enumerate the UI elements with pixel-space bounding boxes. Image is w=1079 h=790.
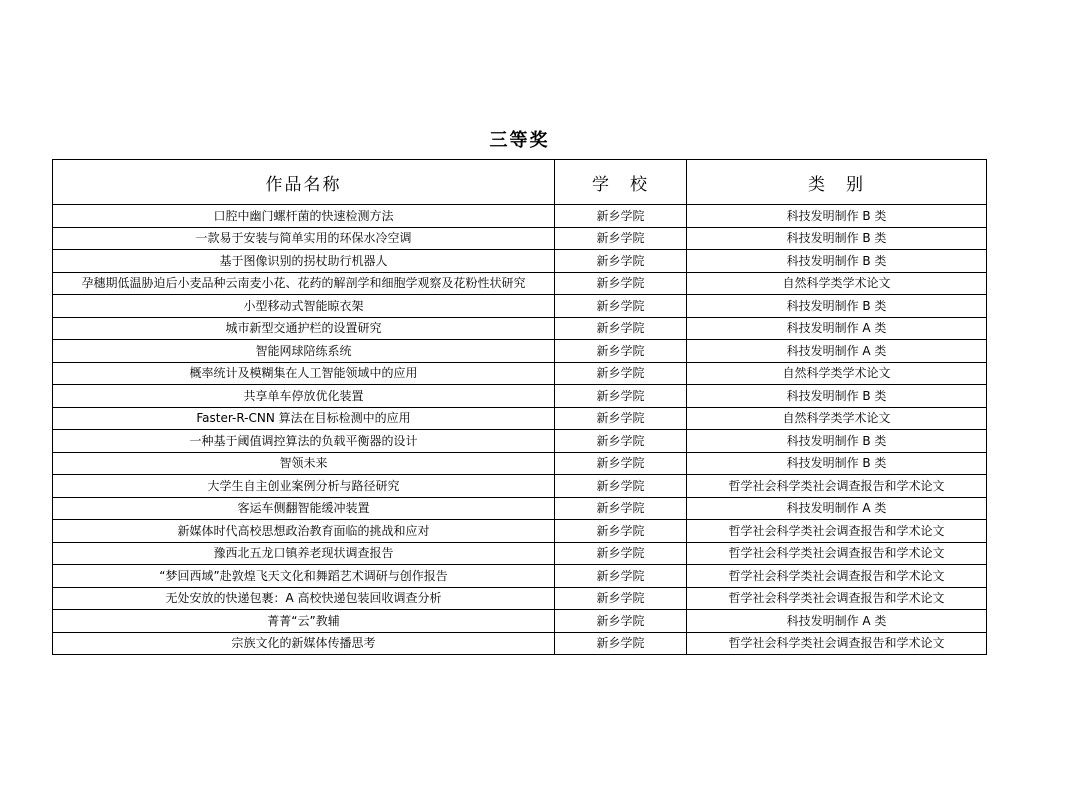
school-cell: 新乡学院 (555, 452, 687, 475)
table-row (53, 610, 987, 633)
school-cell: 新乡学院 (555, 272, 687, 295)
school-cell: 新乡学院 (555, 407, 687, 430)
work-name-cell: 智能网球陪练系统 (53, 340, 555, 363)
work-name-cell: 口腔中幽门螺杆菌的快速检测方法 (53, 205, 555, 228)
header-category: 类 别 (687, 160, 987, 205)
work-name-cell: 大学生自主创业案例分析与路径研究 (53, 475, 555, 498)
table-row (53, 272, 987, 295)
category-cell: 科技发明制作 B 类 (687, 295, 987, 318)
category-cell: 科技发明制作 B 类 (687, 205, 987, 228)
school-cell: 新乡学院 (555, 430, 687, 453)
work-name-cell: 一款易于安装与简单实用的环保水冷空调 (53, 227, 555, 250)
school-cell: 新乡学院 (555, 340, 687, 363)
work-name-cell: 豫西北五龙口镇养老现状调查报告 (53, 542, 555, 565)
table-row (53, 205, 987, 228)
category-cell: 哲学社会科学类社会调查报告和学术论文 (687, 565, 987, 588)
category-cell: 哲学社会科学类社会调查报告和学术论文 (687, 587, 987, 610)
category-cell: 科技发明制作 A 类 (687, 317, 987, 340)
work-name-cell: 智领未来 (53, 452, 555, 475)
school-cell: 新乡学院 (555, 565, 687, 588)
category-cell: 哲学社会科学类社会调查报告和学术论文 (687, 475, 987, 498)
category-cell: 自然科学类学术论文 (687, 407, 987, 430)
school-cell: 新乡学院 (555, 632, 687, 655)
table-row (53, 497, 987, 520)
work-name-cell: 基于图像识别的拐杖助行机器人 (53, 250, 555, 273)
category-cell: 科技发明制作 B 类 (687, 452, 987, 475)
school-cell: 新乡学院 (555, 317, 687, 340)
category-cell: 科技发明制作 A 类 (687, 610, 987, 633)
category-cell: 自然科学类学术论文 (687, 362, 987, 385)
work-name-cell: 宗族文化的新媒体传播思考 (53, 632, 555, 655)
table-row (53, 632, 987, 655)
category-cell: 科技发明制作 A 类 (687, 340, 987, 363)
school-cell: 新乡学院 (555, 542, 687, 565)
table-row (53, 542, 987, 565)
table-body (53, 205, 987, 655)
school-cell: 新乡学院 (555, 295, 687, 318)
table-row (53, 407, 987, 430)
header-work-name: 作品名称 (53, 160, 555, 205)
work-name-cell: 共享单车停放优化装置 (53, 385, 555, 408)
work-name-cell: 一种基于阈值调控算法的负载平衡器的设计 (53, 430, 555, 453)
school-cell: 新乡学院 (555, 362, 687, 385)
table-row (53, 430, 987, 453)
category-cell: 哲学社会科学类社会调查报告和学术论文 (687, 632, 987, 655)
school-cell: 新乡学院 (555, 205, 687, 228)
awards-table (52, 159, 987, 655)
table-header-row (53, 160, 987, 205)
work-name-cell: 孕穗期低温胁迫后小麦品种云南麦小花、花药的解剖学和细胞学观察及花粉性状研究 (53, 272, 555, 295)
table-row (53, 520, 987, 543)
school-cell: 新乡学院 (555, 587, 687, 610)
school-cell: 新乡学院 (555, 385, 687, 408)
table-row (53, 587, 987, 610)
category-cell: 科技发明制作 B 类 (687, 250, 987, 273)
work-name-cell: 新媒体时代高校思想政治教育面临的挑战和应对 (53, 520, 555, 543)
work-name-cell: 菁菁“云”教辅 (53, 610, 555, 633)
category-cell: 哲学社会科学类社会调查报告和学术论文 (687, 542, 987, 565)
table-row (53, 452, 987, 475)
category-cell: 科技发明制作 B 类 (687, 227, 987, 250)
table-row (53, 250, 987, 273)
work-name-cell: 城市新型交通护栏的设置研究 (53, 317, 555, 340)
table-row (53, 362, 987, 385)
category-cell: 科技发明制作 A 类 (687, 497, 987, 520)
table-row (53, 317, 987, 340)
work-name-cell: 无处安放的快递包裹：A 高校快递包装回收调查分析 (53, 587, 555, 610)
table-row (53, 340, 987, 363)
category-cell: 科技发明制作 B 类 (687, 385, 987, 408)
school-cell: 新乡学院 (555, 497, 687, 520)
work-name-cell: “梦回西域”赴敦煌飞天文化和舞蹈艺术调研与创作报告 (53, 565, 555, 588)
work-name-cell: Faster-R-CNN 算法在目标检测中的应用 (53, 407, 555, 430)
category-cell: 自然科学类学术论文 (687, 272, 987, 295)
header-school: 学 校 (555, 160, 687, 205)
table-row (53, 385, 987, 408)
school-cell: 新乡学院 (555, 475, 687, 498)
school-cell: 新乡学院 (555, 610, 687, 633)
table-row (53, 295, 987, 318)
category-cell: 科技发明制作 B 类 (687, 430, 987, 453)
table-row (53, 227, 987, 250)
school-cell: 新乡学院 (555, 520, 687, 543)
school-cell: 新乡学院 (555, 250, 687, 273)
work-name-cell: 小型移动式智能晾衣架 (53, 295, 555, 318)
work-name-cell: 客运车侧翻智能缓冲装置 (53, 497, 555, 520)
table-row (53, 565, 987, 588)
table-row (53, 475, 987, 498)
category-cell: 哲学社会科学类社会调查报告和学术论文 (687, 520, 987, 543)
work-name-cell: 概率统计及模糊集在人工智能领域中的应用 (53, 362, 555, 385)
page-title: 三等奖 (489, 130, 550, 151)
school-cell: 新乡学院 (555, 227, 687, 250)
